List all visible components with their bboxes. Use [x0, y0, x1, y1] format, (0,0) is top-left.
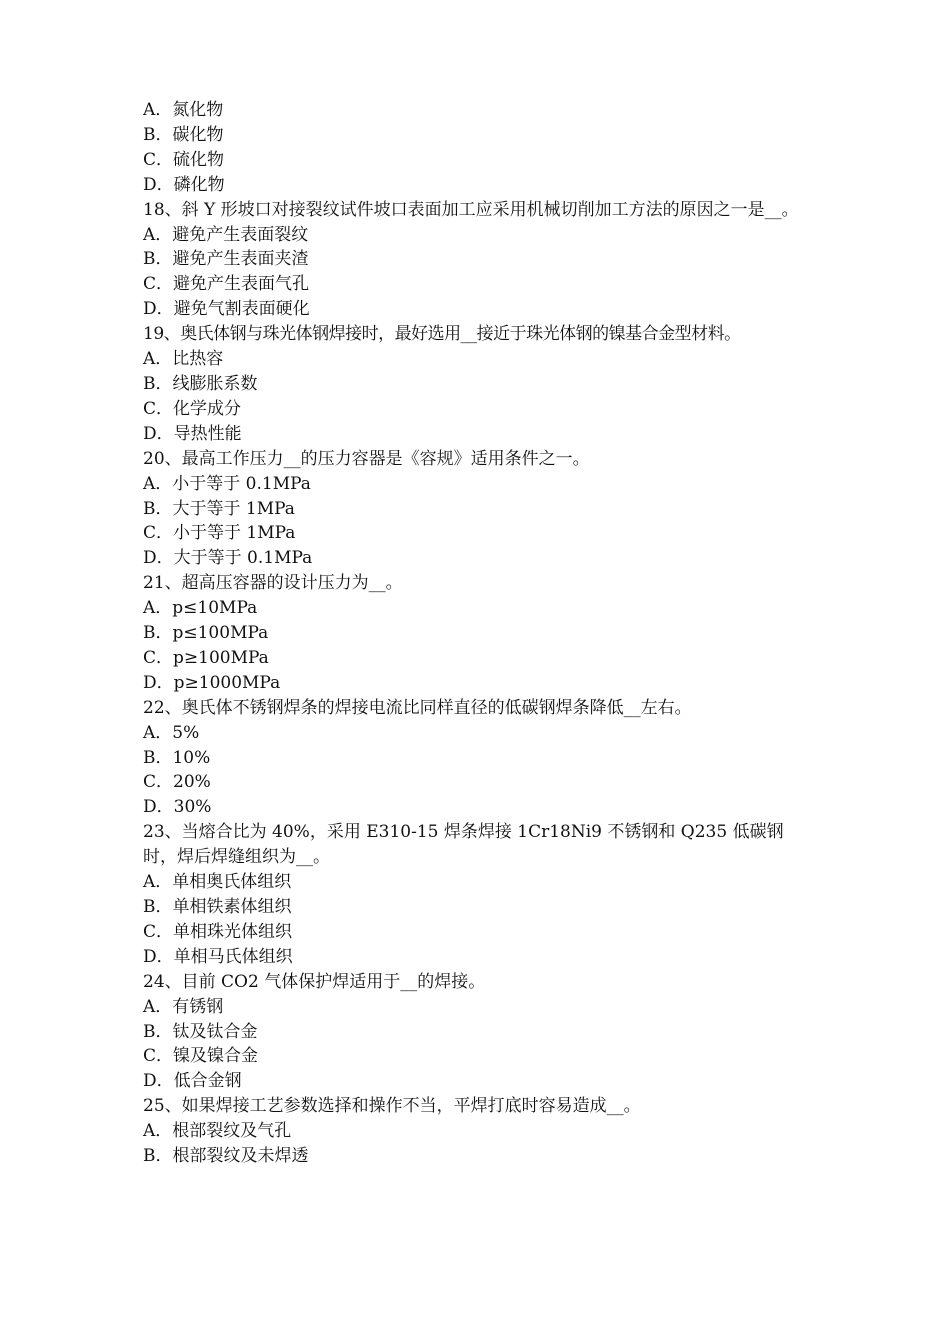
option-line: D．磷化物: [143, 174, 225, 195]
option-line: B．单相铁素体组织: [143, 897, 292, 917]
option-line: A．氮化物: [143, 100, 224, 120]
option-line: B．钛及钛合金: [143, 1021, 258, 1042]
question-18: 18、斜 Y 形坡口对接裂纹试件坡口表面加工应采用机械切削加工方法的原因之一是__。: [143, 199, 799, 220]
option-line: C．20%: [143, 772, 211, 793]
question-19: 19、奥氏体钢与珠光体钢焊接时，最好选用__接近于珠光体钢的镍基合金型材料。: [143, 324, 741, 345]
question-25: 25、如果焊接工艺参数选择和操作不当，平焊打底时容易造成__。: [143, 1096, 641, 1117]
question-24: 24、目前 CO2 气体保护焊适用于__的焊接。: [143, 971, 486, 992]
option-line: B．避免产生表面夹渣: [143, 249, 309, 270]
option-line: A．根部裂纹及气孔: [143, 1121, 292, 1142]
option-line: D．大于等于 0.1MPa: [143, 548, 313, 569]
option-line: D．单相马氏体组织: [143, 946, 293, 967]
option-line: C．小于等于 1MPa: [143, 523, 296, 544]
document-page: [143, 98, 811, 1169]
option-line: C．p≥100MPa: [143, 647, 269, 668]
option-line: B．大于等于 1MPa: [143, 498, 295, 519]
option-line: B．根部裂纹及未焊透: [143, 1146, 309, 1167]
option-line: D．避免气割表面硬化: [143, 299, 310, 320]
question-20: 20、最高工作压力__的压力容器是《容规》适用条件之一。: [143, 448, 590, 469]
option-line: B．线膨胀系数: [143, 373, 258, 394]
option-line: C．避免产生表面气孔: [143, 274, 310, 295]
question-21: 21、超高压容器的设计压力为__。: [143, 573, 403, 594]
option-line: C．单相珠光体组织: [143, 921, 293, 942]
option-line: A．5%: [143, 722, 200, 743]
option-line: D．30%: [143, 797, 212, 818]
option-line: C．化学成分: [143, 398, 242, 419]
option-line: A．有锈钢: [143, 996, 224, 1017]
option-line: C．硫化物: [143, 149, 225, 170]
option-line: D．p≥1000MPa: [143, 672, 281, 693]
option-line: B．p≤100MPa: [143, 623, 269, 644]
question-22: 22、奥氏体不锈钢焊条的焊接电流比同样直径的低碳钢焊条降低__左右。: [143, 697, 692, 718]
option-line: A．p≤10MPa: [143, 598, 258, 619]
option-line: C．镍及镍合金: [143, 1046, 259, 1067]
option-line: A．单相奥氏体组织: [143, 872, 292, 893]
option-line: B．碳化物: [143, 124, 224, 145]
option-line: A．小于等于 0.1MPa: [143, 473, 311, 494]
option-line: D．导热性能: [143, 423, 242, 444]
option-line: D．低合金钢: [143, 1071, 242, 1092]
option-line: B．10%: [143, 747, 211, 768]
option-line: A．避免产生表面裂纹: [143, 224, 309, 245]
option-line: A．比热容: [143, 349, 224, 370]
question-23: 23、当熔合比为 40%，采用 E310-15 焊条焊接 1Cr18Ni9 不锈钢和 Q235 低碳钢时，焊后焊缝组织为__。: [143, 822, 784, 868]
